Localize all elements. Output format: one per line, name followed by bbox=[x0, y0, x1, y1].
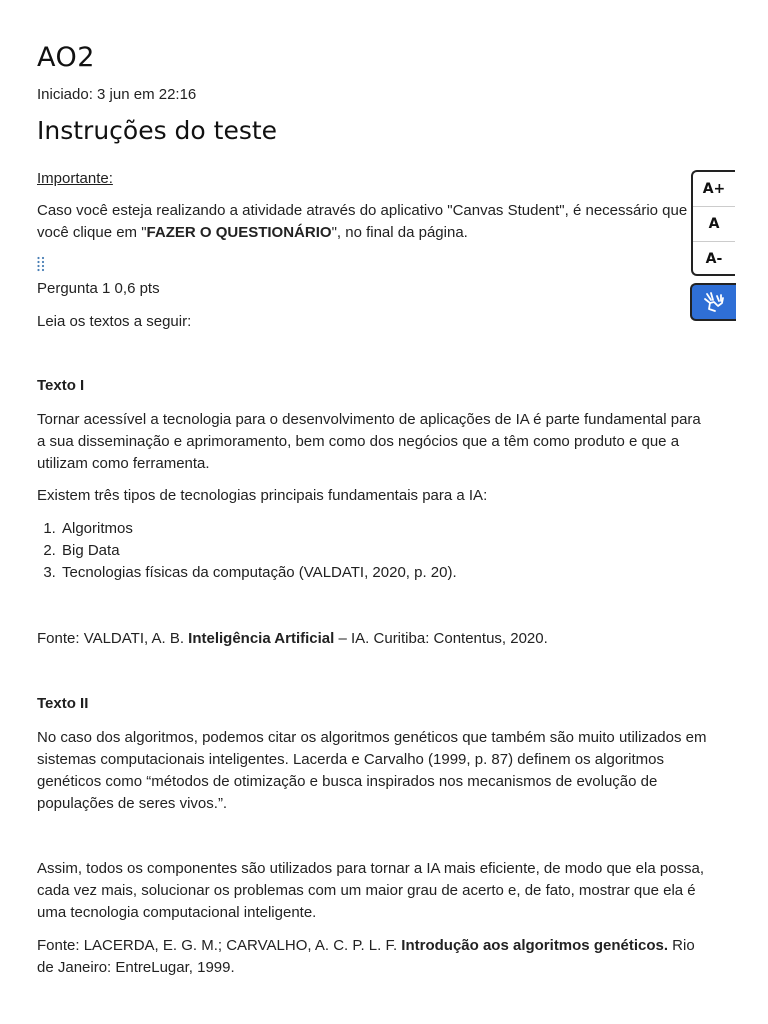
fonte-2-bold: Introdução aos algoritmos genéticos. bbox=[401, 937, 669, 954]
instructions-text-b: ", no final da página. bbox=[331, 224, 468, 241]
drag-handle-icon[interactable] bbox=[37, 256, 49, 276]
texto1-line-3: utilizam como ferramenta. bbox=[37, 455, 210, 472]
fonte-1-post: – IA. Curitiba: Contentus, 2020. bbox=[334, 630, 548, 647]
instructions-text bbox=[37, 200, 697, 244]
assim-line-3: uma tecnologia computacional inteligente. bbox=[37, 904, 317, 921]
fonte-2-post: Rio bbox=[668, 937, 695, 954]
assim-line-1: Assim, todos os componentes são utilizados para tornar a IA mais eficiente, de modo que ela possa, bbox=[37, 860, 705, 877]
texto1-paragraph-2: Existem três tipos de tecnologias principais fundamentais para a IA: bbox=[37, 487, 488, 504]
list-item: 3. Tecnologias físicas da computação (VALDATI, 2020, p. 20). bbox=[60, 562, 457, 584]
technology-list bbox=[37, 518, 457, 584]
texto2-paragraph bbox=[37, 727, 737, 815]
instructions-line-1: Caso você esteja realizando a atividade através do aplicativo "Canvas Student", é necessário que bbox=[37, 202, 688, 219]
assim-line-2: cada vez mais, solucionar os problemas com um maior grau de acerto e, de fato, mostrar que ela é bbox=[37, 882, 696, 899]
quiz-title: AO2 bbox=[37, 42, 95, 73]
drag-handle-dots bbox=[37, 256, 45, 272]
accessibility-button[interactable] bbox=[690, 283, 736, 321]
texto2-line-4: populações de seres vivos.”. bbox=[37, 795, 228, 812]
texto1-paragraph bbox=[37, 409, 737, 475]
instructions-text-a: você clique em " bbox=[37, 224, 147, 241]
fonte-2 bbox=[37, 935, 737, 979]
font-reset-button[interactable]: A bbox=[693, 207, 735, 242]
question-header: Pergunta 1 0,6 pts bbox=[37, 280, 160, 297]
fonte-2-line-1 bbox=[37, 935, 737, 957]
fonte-1 bbox=[37, 628, 548, 650]
sign-language-icon bbox=[701, 290, 727, 314]
instructions-line-2 bbox=[37, 222, 697, 244]
texto1-title: Texto I bbox=[37, 377, 85, 394]
texto1-line-2: a sua disseminação e aprimoramento, bem como dos negócios que a têm como produto e que a bbox=[37, 433, 680, 450]
fonte-1-pre: Fonte: VALDATI, A. B. bbox=[37, 630, 189, 647]
fonte-2-pre: Fonte: LACERDA, E. G. M.; CARVALHO, A. C. P. L. F. bbox=[37, 937, 402, 954]
question-intro: Leia os textos a seguir: bbox=[37, 313, 192, 330]
instructions-bold: FAZER O QUESTIONÁRIO bbox=[146, 224, 332, 241]
texto2-line-2: sistemas computacionais inteligentes. Lacerda e Carvalho (1999, p. 87) definem os algoritmos bbox=[37, 751, 664, 768]
list-item: 2. Big Data bbox=[60, 540, 457, 562]
fonte-1-bold: Inteligência Artificial bbox=[188, 630, 335, 647]
texto2-line-1: No caso dos algoritmos, podemos citar os algoritmos genéticos que também são muito utilizados em bbox=[37, 729, 707, 746]
font-decrease-button[interactable]: A- bbox=[705, 251, 723, 267]
started-timestamp: Iniciado: 3 jun em 22:16 bbox=[37, 86, 197, 103]
font-size-panel bbox=[691, 170, 735, 276]
texto2-line-3: genéticos como “métodos de otimização e busca inspirados nos mecanismos de evolução de bbox=[37, 773, 658, 790]
list-item: 1. Algoritmos bbox=[60, 518, 457, 540]
fonte-2-line-2: de Janeiro: EntreLugar, 1999. bbox=[37, 959, 235, 976]
important-label: Importante: bbox=[37, 170, 113, 187]
font-increase-button[interactable]: A+ bbox=[693, 172, 735, 207]
texto2-title: Texto II bbox=[37, 695, 89, 712]
instructions-heading: Instruções do teste bbox=[37, 116, 278, 145]
assim-paragraph bbox=[37, 858, 737, 924]
texto1-line-1: Tornar acessível a tecnologia para o desenvolvimento de aplicações de IA é parte fundamental para bbox=[37, 411, 701, 428]
